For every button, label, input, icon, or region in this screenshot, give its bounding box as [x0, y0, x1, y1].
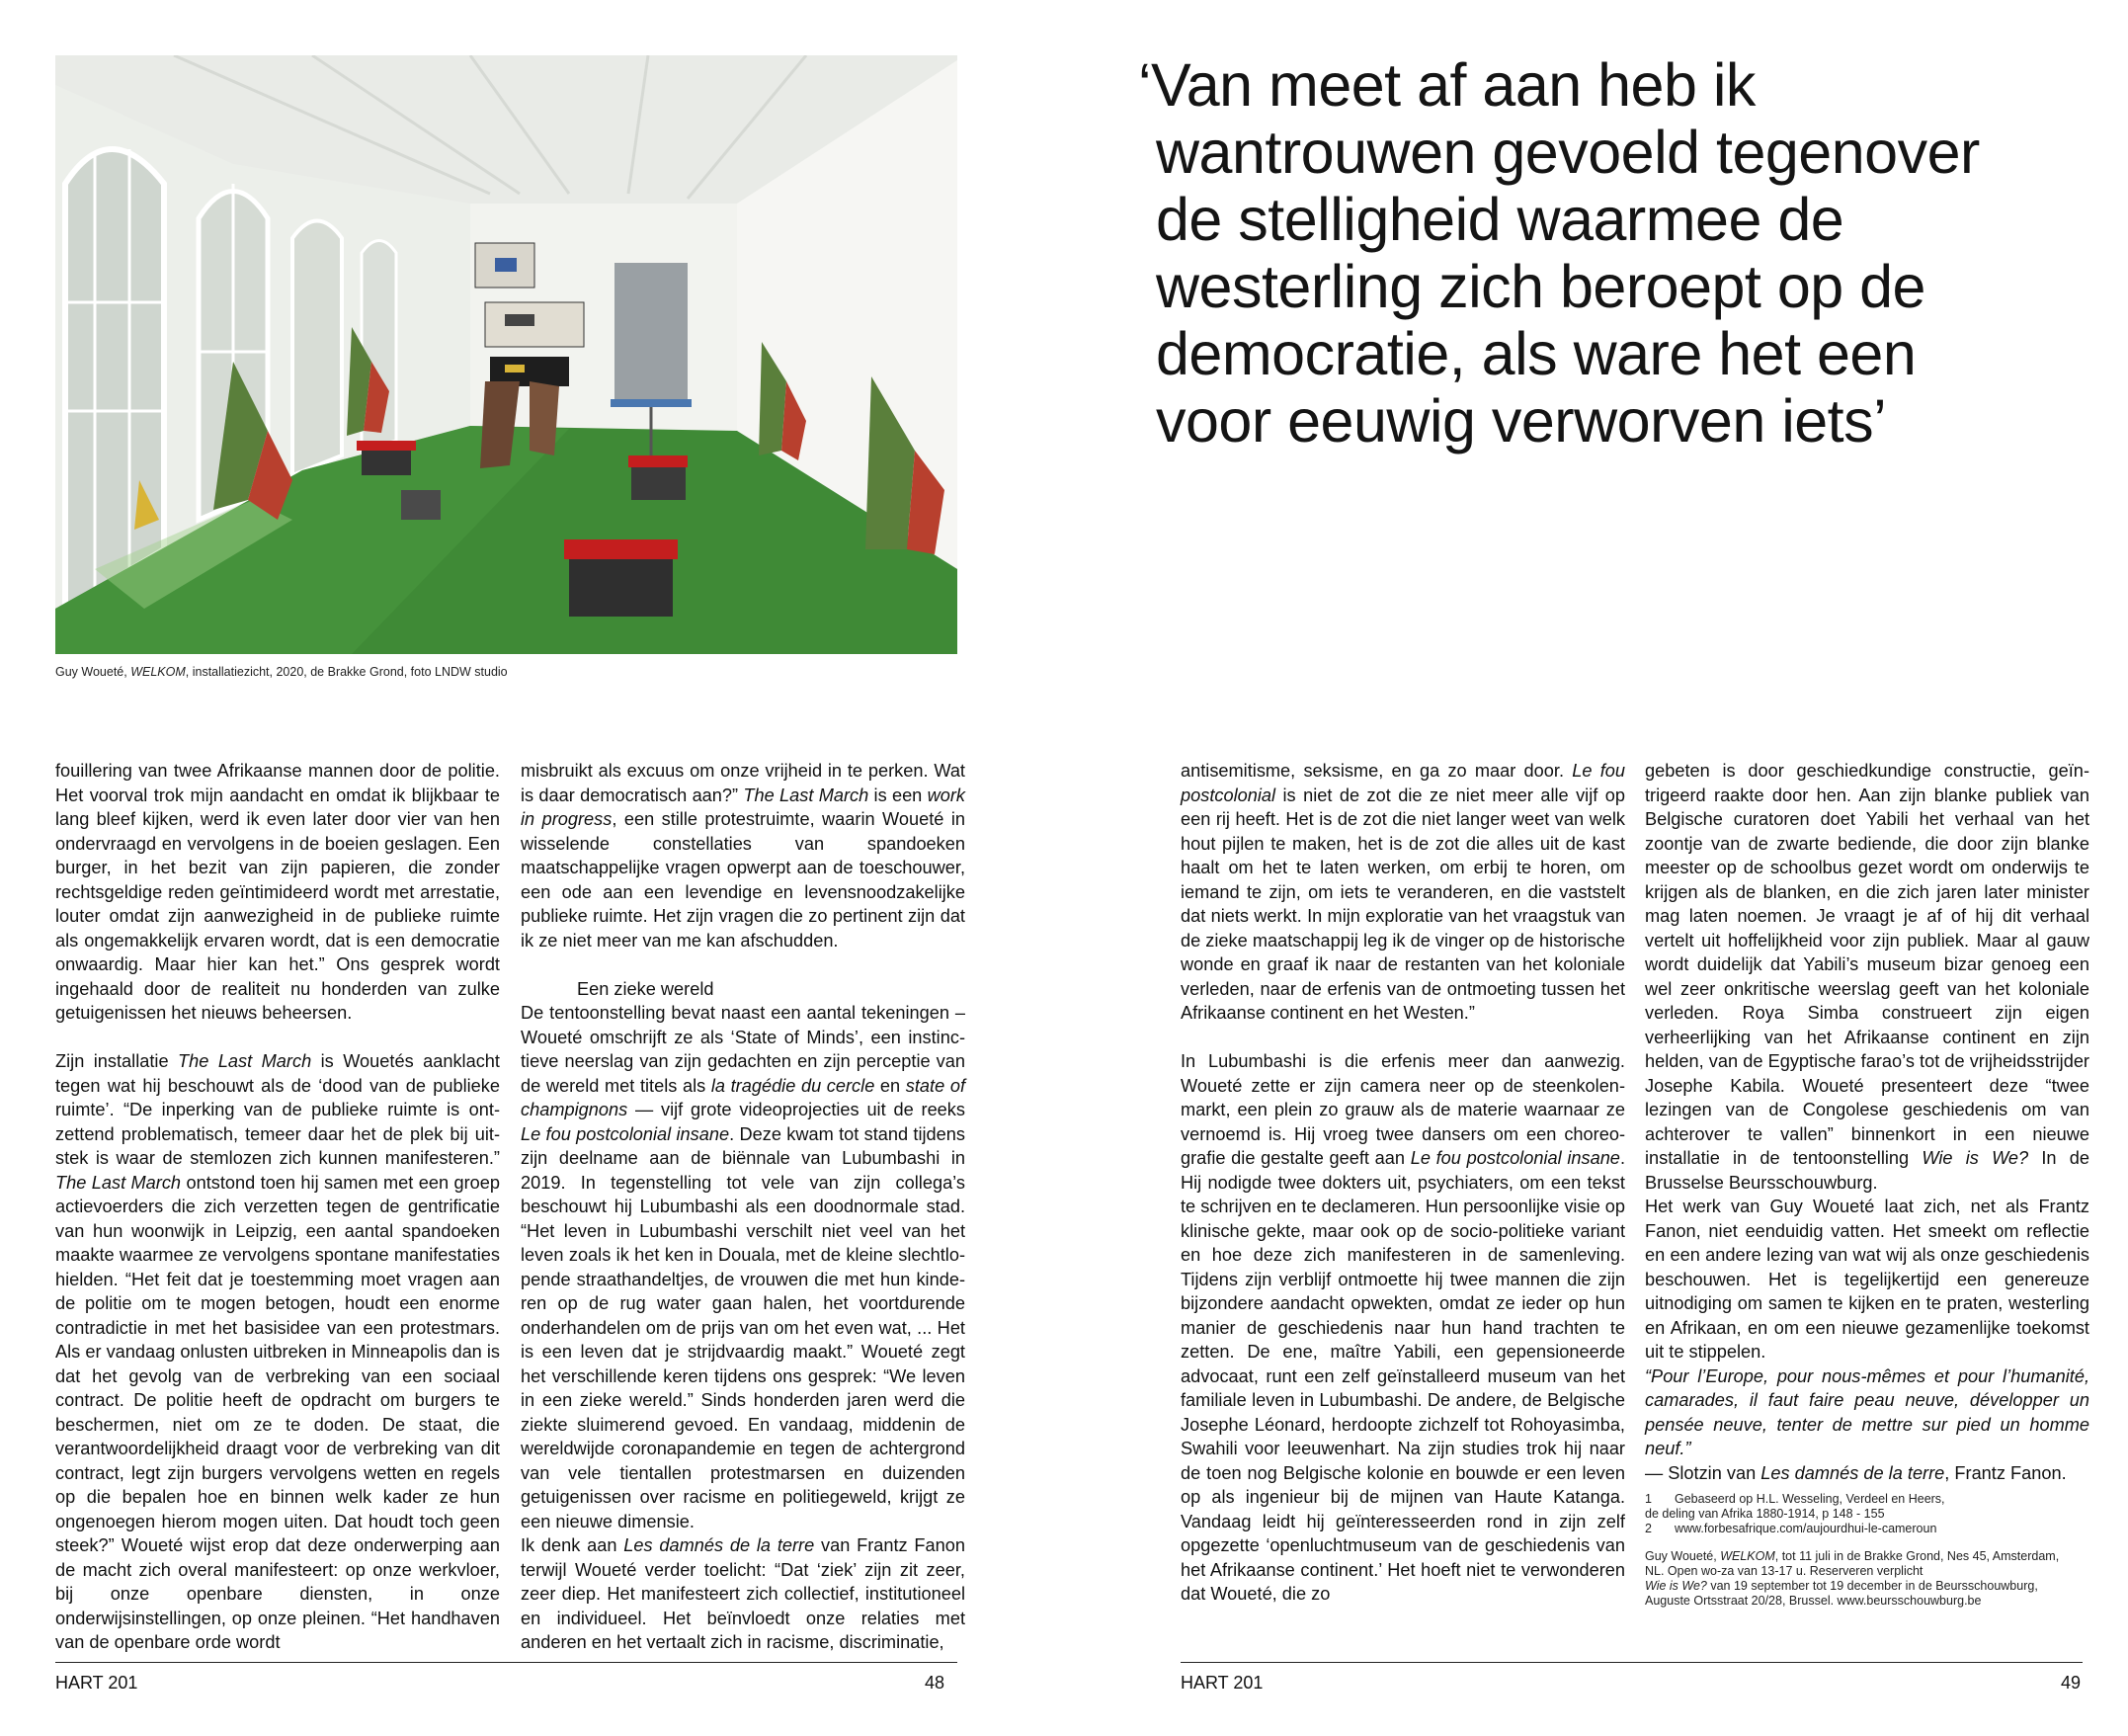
- quote-line: westerling zich beroept op de: [1156, 253, 1925, 320]
- section-subheading: Een zieke wereld: [577, 978, 714, 999]
- footer-rule-right: [1181, 1662, 2083, 1663]
- body-column-3: [1181, 759, 1625, 1607]
- footnotes: [1645, 1492, 2094, 1536]
- installation-photo-drawing: [55, 55, 957, 654]
- paragraph: antisemitisme, seksisme, en ga zo maar door. Le fou postcolonial is niet de zot die ze niet meer alle vijf op een rij heeft. Het is de zot die niet langer weet van welk hout pijlen te maken, het is de zot die alles uit de kast haalt om het te laten werken, om erbij te horen, om iemand te zijn, om iets te veranderen, en die vaststelt dat niets werkt. In mijn exploratie van het vraagstuk van de zieke maatschappij leg ik de vinger op de historische wonde en graaf ik naar de restanten van het koloniale verleden, naar de erfenis van de ontmoeting tussen het Afrikaanse continent en het Westen.”: [1181, 761, 1625, 1023]
- body-column-1: [55, 759, 500, 1655]
- quote-line: de stelligheid waarmee de: [1156, 186, 1844, 253]
- magazine-name-right: HART 201: [1181, 1673, 1264, 1693]
- installation-photo: [55, 55, 957, 654]
- quote-line: voor eeuwig verworven iets’: [1156, 387, 1887, 455]
- paragraph: gebeten is door geschiedkundige constructie, geïntrigeerd raakte door hen. Aan zijn blanke publiek van Belgische curatoren doet Yabili het verhaal van het zoontje van de zwarte bediende, die door zijn blanke meester op de schoolbus gezet wordt om onderwijs te krijgen als de blanken, en die zich jaren later minister mag laten noemen. Je vraagt je af of hij dit verhaal vertelt uit hoffelijkheid voor zijn publiek. Maar al gauw wordt duidelijk dat Yabili’s museum bizar genoeg een wel zeer onkritische weerslag geeft van het koloniale verleden. Roya Simba construeert zijn eigen verheerlijking van het Afrikaanse continent en zijn helden, van de Egyptische farao’s tot de vrijheidsstrijder Josephe Kabila. Woueté presenteert deze “twee lezingen van de Congolese geschiedenis om van achterover te vallen” binnenkort in een nieuwe installatie in de tentoonstelling Wie is We? In de Brusselse Beursschouwburg.: [1645, 761, 2089, 1193]
- footnote: 1 Gebaseerd op H.L. Wesseling, Verdeel en Heers,: [1645, 1492, 1945, 1506]
- paragraph: fouillering van twee Afrikaanse mannen door de politie. Het voorval trok mijn aandacht en omdat ik blijkbaar te lang bleef kijken, werd ik even later door vier van hen ondervraagd en vervolgens in de boeien geslagen. Een burger, in het bezit van zijn papieren, die zonder rechtsgeldige reden geïntimideerd wordt met arrestatie, louter omdat zijn aanwezigheid in de publieke ruimte als ongemakkelijk ervaren wordt, dat is een democratie onwaardig. Maar hier kan het.” Ons gesprek wordt ingehaald door de realiteit nu honderden van zulke getuigenissen het nieuws beheersen.: [55, 761, 500, 1023]
- body-column-4: [1645, 759, 2089, 1485]
- paragraph: De tentoonstelling bevat naast een aantal tekeningen – Woueté omschrijft ze als ‘State of Minds’, een instinctieve neerslag van zijn gedachten en zijn perceptie van de wereld met titels als la tragédie du cercle en state of champignons — vijf grote videoprojecties uit de reeks Le fou postcolonial insane. Deze kwam tot stand tijdens zijn deelname aan de biënnale van Lubumbashi in 2019. In tegenstelling tot vele van zijn collega’s beschouwt hij Lubumbashi als een doodnormale stad. “Het leven in Lubumbashi verschilt niet veel van het leven zoals ik het ken in Douala, met de kleine slechtlopende straathandeltjes, de vrouwen die met hun kinderen op de rug water gaan halen, het voortdurende onderhandelen om de prijs van om het even wat, ... Het is een leven dat je strijdvaardig maakt.” Woueté zegt het verschillende keren tijdens ons gesprek: “We leven in een zieke wereld.” Sinds honderden jaren werd die ziekte sluimerend gevoed. En vandaag, middenin de wereldwijde coronapandemie en tegen de achtergrond van vele tientallen protestmarsen en duizenden getuigenissen over racisme en politiegeweld, krijgt ze een nieuwe dimensie.: [521, 1003, 965, 1531]
- fanon-quote: “Pour l’Europe, pour nous-mêmes et pour l’humanité, camarades, il faut faire peau neuve, développer un pensée neuve, tenter de mettre sur pied un homme neuf.”: [1645, 1365, 2089, 1458]
- paragraph: Zijn installatie The Last March is Wouetés aanklacht tegen wat hij beschouwt als de ‘dood van de publieke ruimte’. “De inperking van de publieke ruimte is ontzettend problematisch, temeer daar het de plek bij uitstek is waar de stemlozen zich kunnen manifesteren.” The Last March ontstond toen hij samen met een groep actievoerders die zich verzetten tegen de gentrificatie van hun woonwijk in Leipzig, een aantal spandoeken maakte waarmee ze vervolgens spontane manifestaties hielden. “Het feit dat je toestemming moet vragen aan de politie om te mogen betogen, houdt een enorme contradictie in met het basisidee van een protestmars. Als er vandaag onlusten uitbreken in Minneapolis dan is dat het gevolg van de verbreking van een sociaal contract. De politie heeft de opdracht om burgers te beschermen, niet om ze te doden. De staat, die verantwoordelijkheid draagt voor de verbreking van dit contract, legt zijn burgers vervolgens wetten en regels op die bepalen hoe en binnen welk kader ze hun ongenoegen hierom mogen uiten. Dat houdt toch geen steek?” Woueté wijst erop dat deze onderwerping aan de macht zich overal manifesteert: op onze werkvloer, bij onze openbare diensten, in onze onderwijsinstellingen, op onze pleinen. “Het handhaven van de openbare orde wordt: [55, 1051, 501, 1652]
- quote-line: democratie, als ware het een: [1156, 320, 1917, 387]
- paragraph: Ik denk aan Les damnés de la terre van Frantz Fanon terwijl Woueté verder toelicht: “Dat ‘ziek’ zijn zit zeer, zeer diep. Het manifesteert zich collectief, institutioneel en individueel. Het beïnvloedt onze relaties met anderen en het vertaalt zich in racisme, discriminatie,: [521, 1535, 965, 1652]
- footnote: 2 www.forbesafrique.com/aujourdhui-le-cameroun: [1645, 1522, 1937, 1535]
- quote-attribution: — Slotzin van Les damnés de la terre, Frantz Fanon.: [1645, 1462, 2067, 1483]
- body-column-2: [521, 759, 965, 1655]
- footnote-continuation: de deling van Afrika 1880-1914, p 148 - 155: [1645, 1507, 1885, 1521]
- quote-line: wantrouwen gevoeld tegenover: [1156, 119, 1980, 186]
- page-number-right: 49: [2061, 1673, 2082, 1693]
- paragraph: misbruikt als excuus om onze vrijheid in te perken. Wat is daar democratisch aan?” The Last March is een work in progress, een stille protestruimte, waarin Woueté in wisselende constellaties van spandoeken maatschappelijke vragen opwerpt aan de toeschouwer, een ode aan een levendige en levensnoodzakelijke publieke ruimte. Het zijn vragen die zo pertinent zijn dat ik ze niet meer van me kan afschudden.: [521, 761, 965, 951]
- paragraph: Het werk van Guy Woueté laat zich, net als Frantz Fanon, niet eenduidig vatten. Het smeekt om reflectie en een andere lezing van wat wij als onze geschiedenis beschouwen. Het is tegelijkertijd een genereuze uitnodiging om samen te kijken en te praten, westerling en Afrikaan, en om een nieuwe gezamenlijke toekomst uit te stippelen.: [1645, 1197, 2089, 1362]
- paragraph: In Lubumbashi is die erfenis meer dan aanwezig. Woueté zette er zijn camera neer op de steenkolenmarkt, een plein zo grauw als de materie waarnaar ze vernoemd is. Hij vroeg twee dansers om een choreografie die gestalte geeft aan Le fou postcolonial insane. Hij nodigde twee dokters uit, psychiaters, om een tekst te schrijven en te declameren. Hun persoonlijke visie op klinische gekte, maar ook op de socio-politieke variant en hoe deze zich manifesteren in de samenleving. Tijdens zijn verblijf ontmoette hij twee mannen die zijn bijzondere aandacht opwekten, omdat ze ieder op hun manier de geschiedenis naar hun hand trachten te zetten. De ene, maître Yabili, een gepensioneerde advocaat, runt een zelf geïnstalleerd museum van het familiale leven in Lubumbashi. De andere, de Belgische Josephe Léonard, herdoopte zichzelf tot Rohoyasimba, Swahili voor leeuwenhart. Na zijn studies trok hij naar de toen nog Belgische kolonie en bouwde er een leven op als ingenieur bij de mijnen van Haute Katanga. Vandaag leidt hij geïnteresseerden rond in zijn zelf opgezette ‘openluchtmuseum van de geschiedenis van het Afrikaanse continent.’ Het hoeft niet te verwonderen dat Woueté, die zo: [1181, 1051, 1625, 1604]
- magazine-name-left: HART 201: [55, 1673, 138, 1693]
- pull-quote: [1138, 51, 2104, 455]
- quote-line: ‘Van meet af aan heb ik: [1138, 51, 1756, 119]
- photo-caption: Guy Woueté, WELKOM, installatiezicht, 2020, de Brakke Grond, foto LNDW studio: [55, 665, 508, 679]
- page-number-left: 48: [925, 1673, 945, 1693]
- footer-rule-left: [55, 1662, 957, 1663]
- exhibition-info: Guy Woueté, WELKOM, tot 11 juli in de Brakke Grond, Nes 45, Amsterdam, NL. Open wo-za van 13-17 u. Reserveren verplicht Wie is We? van 19 september tot 19 december in de Beursschouwburg, Auguste Ortsstraat 20/28, Brussel. www.beursschouwburg.be: [1645, 1549, 2060, 1608]
